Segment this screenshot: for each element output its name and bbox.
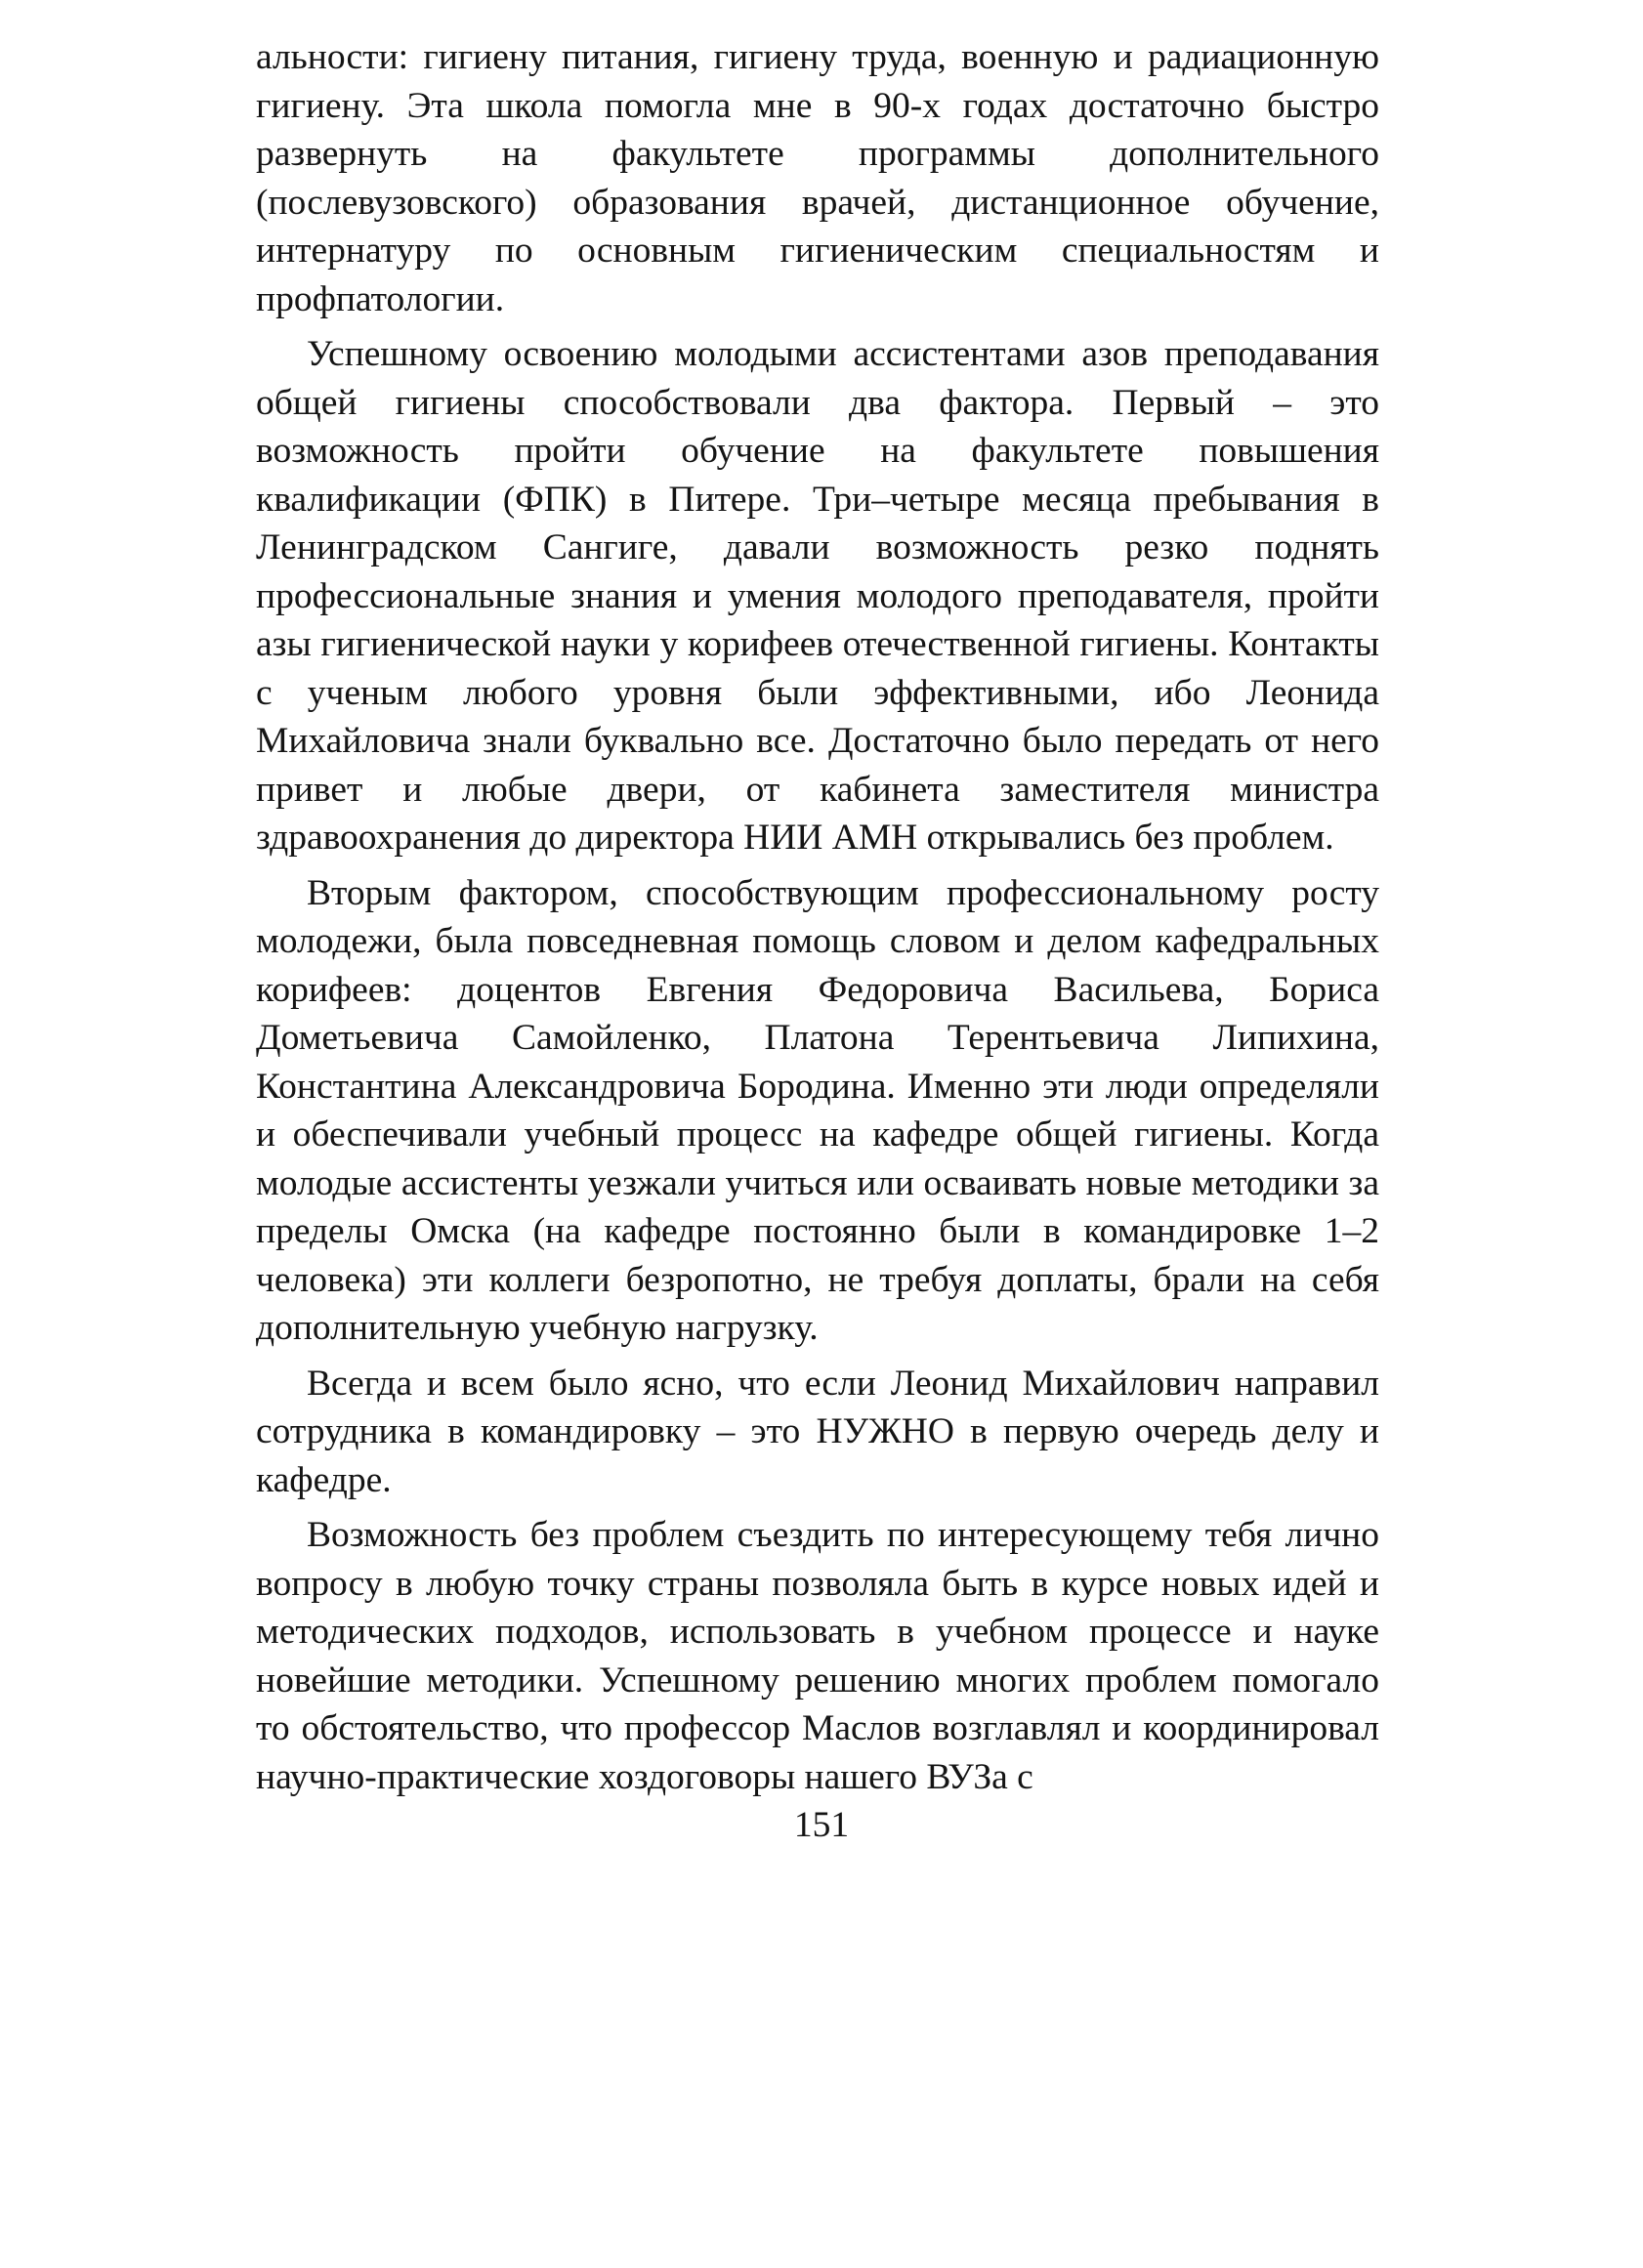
page-number: 151	[793, 1805, 850, 1845]
paragraph: Всегда и всем было ясно, что если Леонид Михайлович направил сотрудника в командировку – это НУЖНО в первую очередь делу и кафедре.	[256, 1363, 1379, 1500]
paragraph-continuation: альности: гигиену питания, гигиену труда, военную и радиационную гигиену. Эта школа помогла мне в 90-х годах достаточно быстро развернуть на факультете программы дополнительного (послевузовского) образования врачей, дистанционное обучение, интернатуру по основным гигиеническим специальностям и профпатологии.	[256, 37, 1379, 319]
body-text	[256, 33, 1379, 1808]
paragraph: Возможность без проблем съездить по интересующему тебя лично вопросу в любую точку страны позволяла быть в курсе новых идей и методических подходов, использовать в учебном процессе и науке новейшие методики. Успешному решению многих проблем помогало то обстоятельство, что профессор Маслов возглавлял и координировал научно-практические хоздоговоры нашего ВУЗа с	[256, 1515, 1379, 1797]
paragraph: Успешному освоению молодыми ассистентами азов преподавания общей гигиены способствовали два фактора. Первый – это возможность пройти обучение на факультете повышения квалификации (ФПК) в Питере. Три–четыре месяца пребывания в Ленинградском Сангиге, давали возможность резко поднять профессиональные знания и умения молодого преподавателя, пройти азы гигиенической науки у корифеев отечественной гигиены. Контакты с ученым любого уровня были эффективными, ибо Леонида Михайловича знали буквально все. Достаточно было передать от него привет и любые двери, от кабинета заместителя министра здравоохранения до директора НИИ АМН открывались без проблем.	[256, 334, 1379, 858]
paragraph: Вторым фактором, способствующим профессиональному росту молодежи, была повседневная помощь словом и делом кафедральных корифеев: доцентов Евгения Федоровича Васильева, Бориса Дометьевича Самойленко, Платона Терентьевича Липихина, Константина Александровича Бородина. Именно эти люди определяли и обеспечивали учебный процесс на кафедре общей гигиены. Когда молодые ассистенты уезжали учиться или осваивать новые методики за пределы Омска (на кафедре постоянно были в командировке 1–2 человека) эти коллеги безропотно, не требуя доплаты, брали на себя дополнительную учебную нагрузку.	[256, 872, 1379, 1348]
